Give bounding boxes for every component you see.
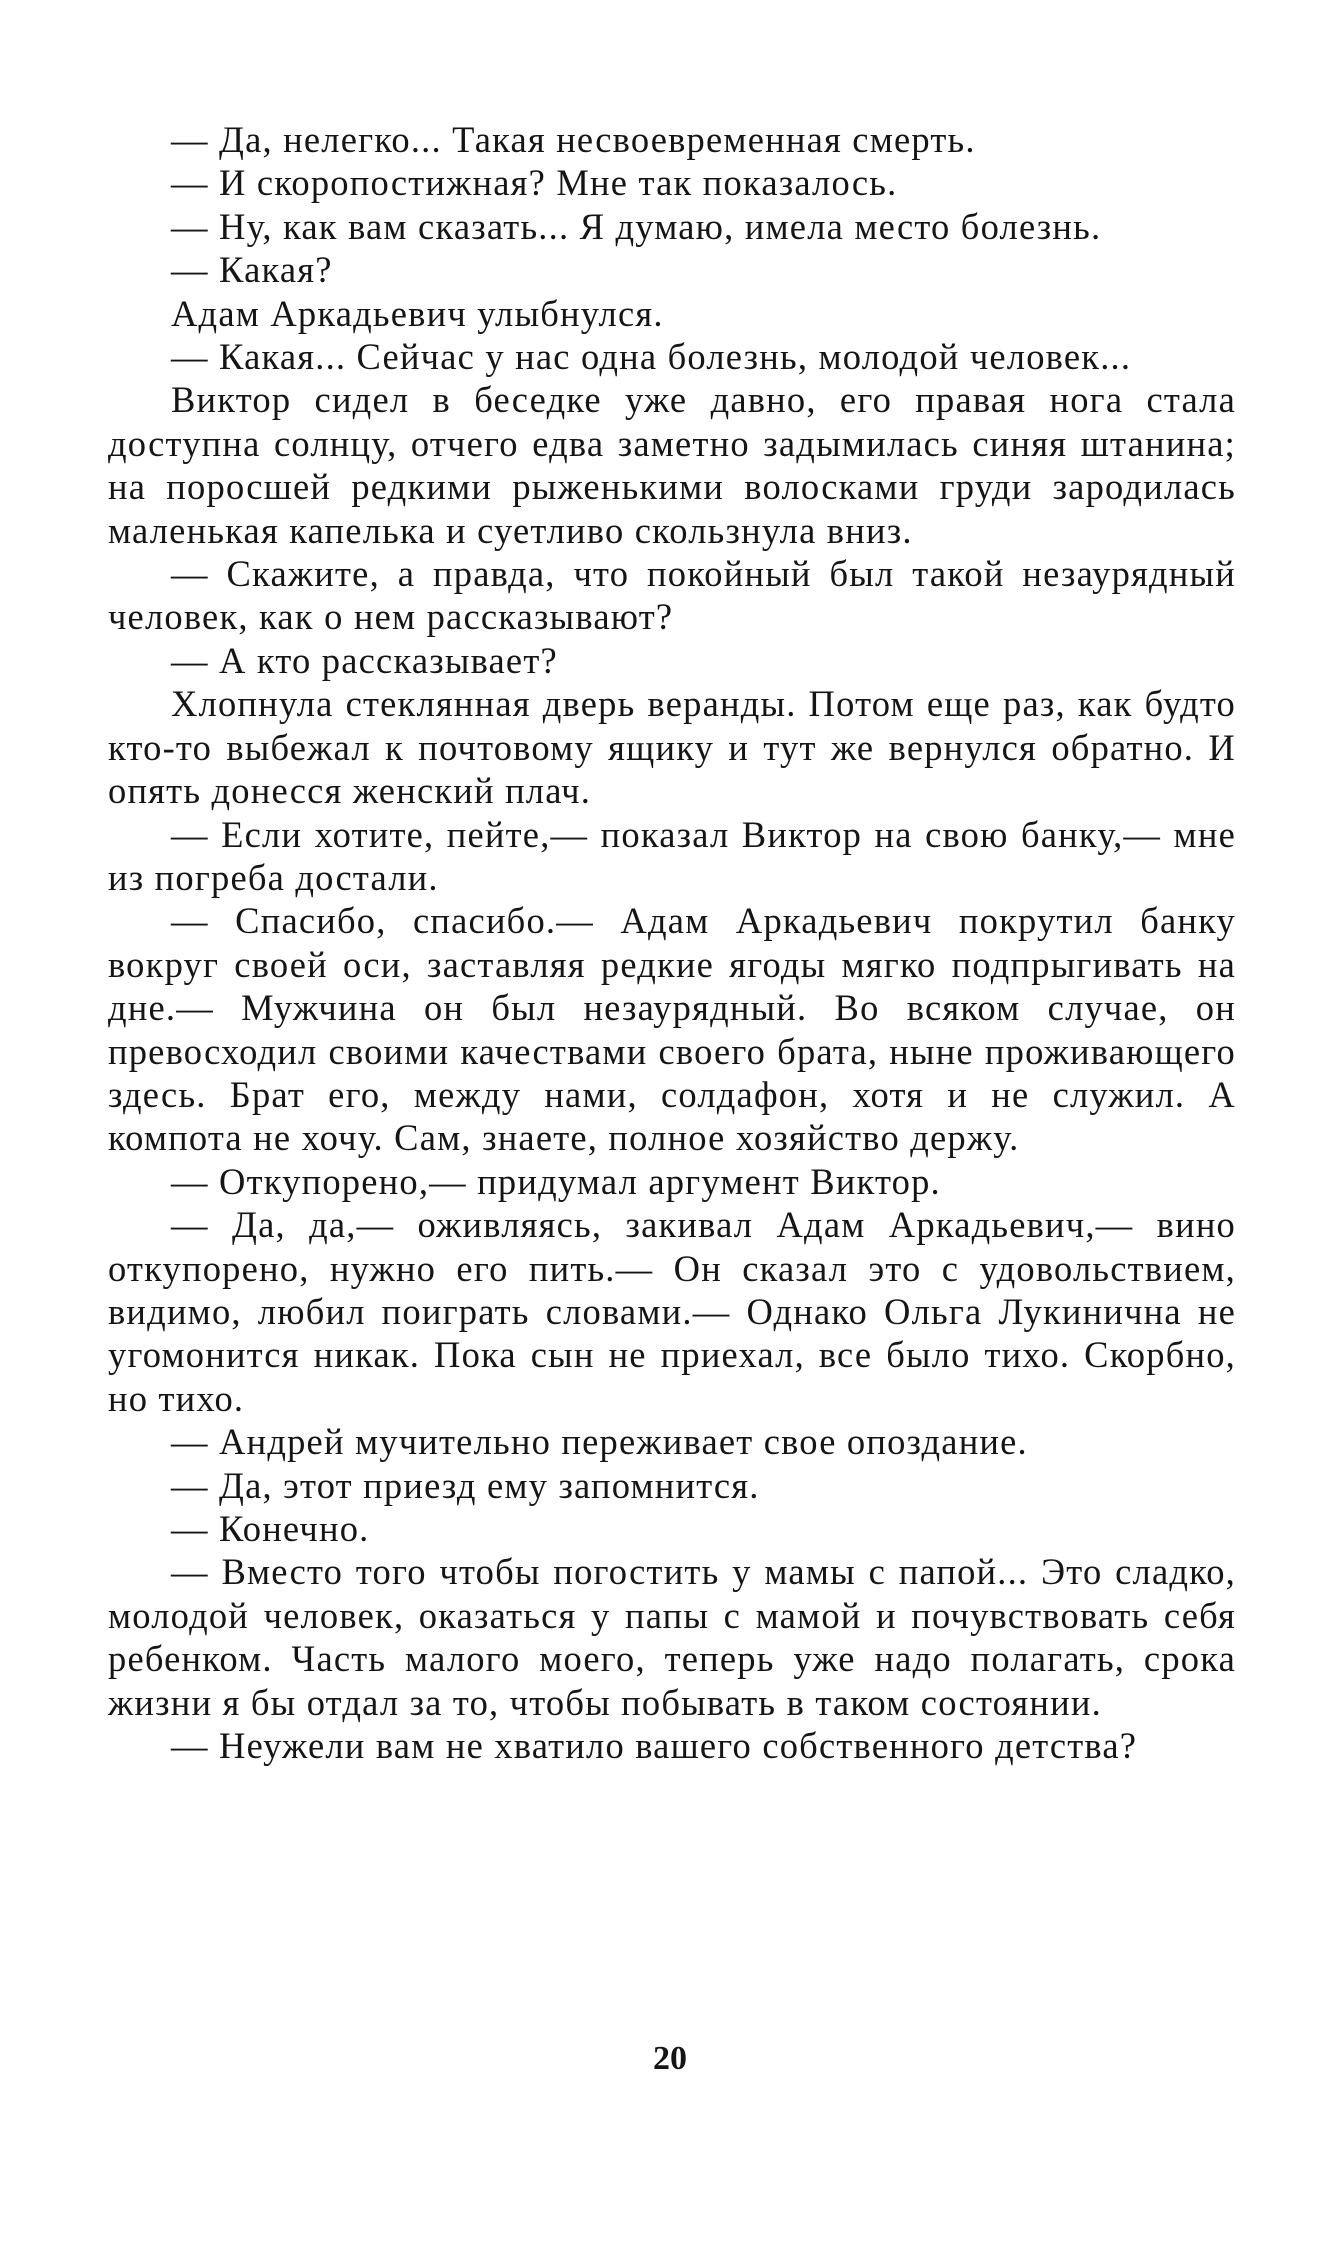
paragraph: — Ну, как вам сказать... Я думаю, имела место болезнь. (171, 205, 1102, 247)
paragraph: Адам Аркадьевич улыбнулся. (171, 292, 664, 334)
paragraph: — Если хотите, пейте,— показал Виктор на свою банку,— мне из погреба достали. (108, 813, 1236, 898)
paragraph: Хлопнула стеклянная дверь веранды. Потом еще раз, как будто кто-то выбежал к почтовому ящику и тут же вернулся обратно. И опять донесся женский плач. (108, 683, 1236, 812)
paragraph: — Конечно. (171, 1508, 370, 1549)
paragraph: Виктор сидел в беседке уже давно, его правая нога стала доступна солнцу, отчего едва заметно задымилась синяя штанина; на поросшей редкими рыженькими волосками груди зародилась маленькая капелька и суетливо скользнула вниз. (108, 379, 1236, 551)
paragraph: — Неужели вам не хватило вашего собственного детства? (171, 1725, 1138, 1767)
paragraph: — Да, нелегко... Такая несвоевременная смерть. (171, 119, 976, 160)
paragraph: — Откупорено,— придумал аргумент Виктор. (171, 1160, 941, 1202)
paragraph: — Да, да,— оживляясь, закивал Адам Аркадьевич,— вино откупорено, нужно его пить.— Он сказал это с удовольствием, видимо, любил поиграть словами.— Однако Ольга Лукинична не угомонится никак. Пока сын не приехал, все было тихо. Скорбно, но тихо. (108, 1204, 1236, 1419)
page-number: 20 (653, 2040, 687, 2077)
paragraph: — Какая... Сейчас у нас одна болезнь, молодой человек... (171, 336, 1132, 378)
book-page-text (108, 118, 1236, 1767)
paragraph: — А кто рассказывает? (171, 639, 558, 681)
paragraph: — Спасибо, спасибо.— Адам Аркадьевич покрутил банку вокруг своей оси, заставляя редкие ягоды мягко подпрыгивать на дне.— Мужчина он был незаурядный. Во всяком случае, он превосходил своими качествами своего брата, ныне проживающего здесь. Брат его, между нами, солдафон, хотя и не служил. А компота не хочу. Сам, знаете, полное хозяйство держу. (108, 900, 1236, 1159)
paragraph: — Какая? (171, 249, 333, 291)
paragraph: — Да, этот приезд ему запомнится. (171, 1464, 760, 1506)
paragraph: — Андрей мучительно переживает свое опоздание. (171, 1421, 1028, 1463)
paragraph: — И скоропостижная? Мне так показалось. (171, 162, 898, 204)
paragraph: — Вместо того чтобы погостить у мамы с папой... Это сладко, молодой человек, оказаться у папы с мамой и почувствовать себя ребенком. Часть малого моего, теперь уже надо полагать, срока жизни я бы отдал за то, чтобы побывать в таком состоянии. (108, 1551, 1236, 1723)
paragraph: — Скажите, а правда, что покойный был такой незаурядный человек, как о нем рассказывают? (108, 553, 1236, 638)
